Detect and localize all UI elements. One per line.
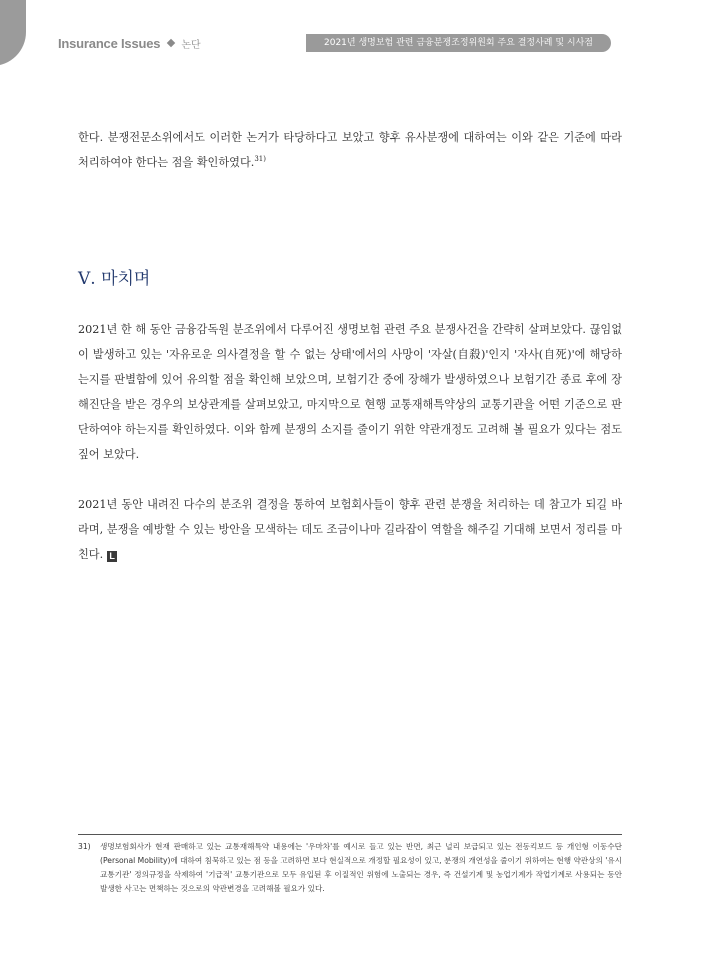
end-mark-icon: L: [107, 551, 117, 562]
paragraph-text: 한다. 분쟁전문소위에서도 이러한 논거가 타당하다고 보았고 향후 유사분쟁에 대하여는 이와 같은 기준에 따라 처리하여야 한다는 점을 확인하였다.: [78, 131, 622, 169]
footnote-divider: [78, 834, 622, 835]
header-brand: [58, 34, 201, 52]
page-corner-tab: [0, 0, 26, 66]
brand-name: Insurance Issues: [58, 35, 161, 51]
footnote-number: 31): [78, 842, 91, 851]
diamond-icon: [167, 39, 175, 47]
footnote: [78, 840, 622, 896]
paragraph-closing: [78, 492, 622, 567]
running-title: 2021년 생명보험 관련 금융분쟁조정위원회 주요 결정사례 및 시사점: [306, 34, 611, 52]
paragraph-text: 2021년 동안 내려진 다수의 분조위 결정을 통하여 보험회사들이 향후 관련 분쟁을 처리하는 데 참고가 되길 바라며, 분쟁을 예방할 수 있는 방안을 모색하는 데도 조금이나마 길라잡이 역할을 해주길 기대해 보면서 정리를 마친다.: [78, 498, 622, 561]
footnote-reference: 31): [254, 155, 266, 163]
section-heading: Ⅴ. 마치며: [78, 269, 151, 289]
paragraph-continued: [78, 125, 622, 175]
paragraph-summary: 2021년 한 해 동안 금융감독원 분조위에서 다루어진 생명보험 관련 주요 분쟁사건을 간략히 살펴보았다. 끊임없이 발생하고 있는 '자유로운 의사결정을 할 수 없는 상태'에서의 사망이 '자살(自殺)'인지 '자사(自死)'에 해당하는지를 판별함에 있어 유의할 점을 확인해 보았으며, 보험기간 중에 장해가 발생하였으나 보험기간 종료 후에 장해진단을 받은 경우의 보상관계를 살펴보았고, 마지막으로 현행 교통재해특약상의 교통기관을 어떤 기준으로 판단하여야 하는지를 확인하였다. 이와 함께 분쟁의 소지를 줄이기 위한 약관개정도 고려해 볼 필요가 있다는 점도 짚어 보았다.: [78, 323, 622, 461]
footnote-text: 생명보험회사가 현재 판매하고 있는 교통재해특약 내용에는 '우마차'를 예시로 들고 있는 반면, 최근 널리 보급되고 있는 전동킥보드 등 개인형 이동수단(Personal Mobility)에 대하여 침묵하고 있는 점 등을 고려하면 보다 현실적으로 개정할 필요성이 있고, 분쟁의 개연성을 줄이기 위하여는 현행 약관상의 '유시교통기관' 정의규정을 삭제하여 '기급적' 교통기관으로 모두 유입된 후 이질적인 위험에 노출되는 경우, 즉 건설기계 및 농업기계가 작업기계로 사용되는 동안 발생한 사고는 면책하는 것으로의 약관변경을 고려해볼 필요가 있다.: [100, 842, 622, 893]
page-header: [58, 34, 611, 52]
header-category: 논단: [181, 39, 201, 51]
